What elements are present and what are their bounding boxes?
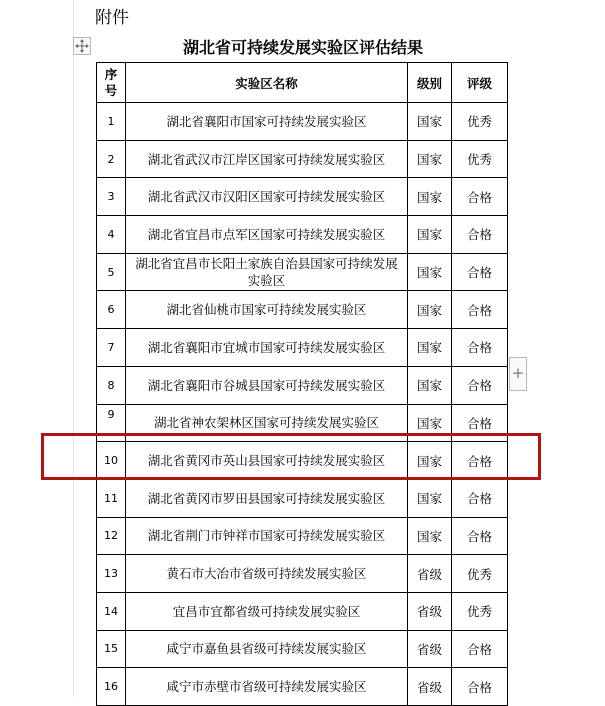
- row-name: 湖北省黄冈市罗田县国家可持续发展实验区: [126, 479, 408, 517]
- table-row: [97, 216, 508, 254]
- table-row: [97, 404, 508, 442]
- attachment-label: 附件: [95, 8, 129, 28]
- header-seq: 序号: [97, 63, 126, 103]
- row-name: 湖北省仙桃市国家可持续发展实验区: [126, 291, 408, 329]
- row-name: 咸宁市赤壁市省级可持续发展实验区: [126, 668, 408, 706]
- row-seq: 13: [97, 555, 126, 593]
- row-name: 咸宁市嘉鱼县省级可持续发展实验区: [126, 630, 408, 668]
- row-seq: 12: [97, 517, 126, 555]
- table-row: [97, 140, 508, 178]
- table-move-handle[interactable]: [73, 37, 91, 55]
- table-row: [97, 517, 508, 555]
- row-level: 国家: [408, 291, 452, 329]
- row-level: 国家: [408, 404, 452, 442]
- row-level: 省级: [408, 668, 452, 706]
- row-rating: 合格: [452, 442, 508, 480]
- page-margin-line: [73, 0, 74, 697]
- row-level: 国家: [408, 216, 452, 254]
- row-level: 国家: [408, 329, 452, 367]
- row-level: 国家: [408, 366, 452, 404]
- row-seq: 7: [97, 329, 126, 367]
- row-seq: 11: [97, 479, 126, 517]
- row-level: 省级: [408, 555, 452, 593]
- table-row: [97, 668, 508, 706]
- header-rating: 评级: [452, 63, 508, 103]
- results-table: [96, 62, 508, 706]
- row-rating: 合格: [452, 366, 508, 404]
- table-row: [97, 592, 508, 630]
- row-level: 国家: [408, 178, 452, 216]
- row-seq: 9: [97, 404, 126, 442]
- row-name: 湖北省襄阳市国家可持续发展实验区: [126, 103, 408, 141]
- row-name: 湖北省宜昌市点军区国家可持续发展实验区: [126, 216, 408, 254]
- row-seq: 6: [97, 291, 126, 329]
- row-level: 国家: [408, 479, 452, 517]
- add-row-button[interactable]: +: [509, 357, 527, 391]
- row-level: 国家: [408, 253, 452, 291]
- header-name: 实验区名称: [126, 63, 408, 103]
- row-seq: 10: [97, 442, 126, 480]
- row-level: 国家: [408, 517, 452, 555]
- row-name: 湖北省黄冈市英山县国家可持续发展实验区: [126, 442, 408, 480]
- table-row: [97, 329, 508, 367]
- row-seq: 8: [97, 366, 126, 404]
- document-title: 湖北省可持续发展实验区评估结果: [182, 38, 423, 57]
- row-name: 湖北省荆门市钟祥市国家可持续发展实验区: [126, 517, 408, 555]
- row-rating: 合格: [452, 178, 508, 216]
- row-name: 黄石市大冶市省级可持续发展实验区: [126, 555, 408, 593]
- row-rating: 优秀: [452, 140, 508, 178]
- row-level: 国家: [408, 442, 452, 480]
- row-rating: 优秀: [452, 555, 508, 593]
- table-row: [97, 555, 508, 593]
- header-level: 级别: [408, 63, 452, 103]
- row-name: 湖北省襄阳市谷城县国家可持续发展实验区: [126, 366, 408, 404]
- row-rating: 合格: [452, 404, 508, 442]
- row-level: 国家: [408, 140, 452, 178]
- row-name: 湖北省武汉市江岸区国家可持续发展实验区: [126, 140, 408, 178]
- row-rating: 优秀: [452, 103, 508, 141]
- row-seq: 2: [97, 140, 126, 178]
- table-row: [97, 178, 508, 216]
- move-arrows-icon: [75, 39, 89, 53]
- table-row-highlighted: [97, 442, 508, 480]
- row-seq: 1: [97, 103, 126, 141]
- row-rating: 合格: [452, 329, 508, 367]
- row-seq: 15: [97, 630, 126, 668]
- row-level: 省级: [408, 592, 452, 630]
- row-name: 宜昌市宜都省级可持续发展实验区: [126, 592, 408, 630]
- row-rating: 合格: [452, 216, 508, 254]
- row-rating: 合格: [452, 479, 508, 517]
- row-name: 湖北省神农架林区国家可持续发展实验区: [126, 404, 408, 442]
- row-level: 国家: [408, 103, 452, 141]
- table-header-row: [97, 63, 508, 103]
- table-row: [97, 630, 508, 668]
- row-rating: 合格: [452, 517, 508, 555]
- row-name: 湖北省襄阳市宜城市国家可持续发展实验区: [126, 329, 408, 367]
- row-level: 省级: [408, 630, 452, 668]
- row-name: 湖北省宜昌市长阳土家族自治县国家可持续发展实验区: [126, 253, 408, 291]
- row-rating: 合格: [452, 668, 508, 706]
- table-row: [97, 291, 508, 329]
- table-row: [97, 366, 508, 404]
- row-rating: 合格: [452, 291, 508, 329]
- row-seq: 3: [97, 178, 126, 216]
- table-row: [97, 103, 508, 141]
- row-seq: 16: [97, 668, 126, 706]
- row-seq: 5: [97, 253, 126, 291]
- table-row: [97, 253, 508, 291]
- table-row: [97, 479, 508, 517]
- row-rating: 合格: [452, 630, 508, 668]
- row-rating: 优秀: [452, 592, 508, 630]
- row-name: 湖北省武汉市汉阳区国家可持续发展实验区: [126, 178, 408, 216]
- row-seq: 4: [97, 216, 126, 254]
- row-seq: 14: [97, 592, 126, 630]
- row-rating: 合格: [452, 253, 508, 291]
